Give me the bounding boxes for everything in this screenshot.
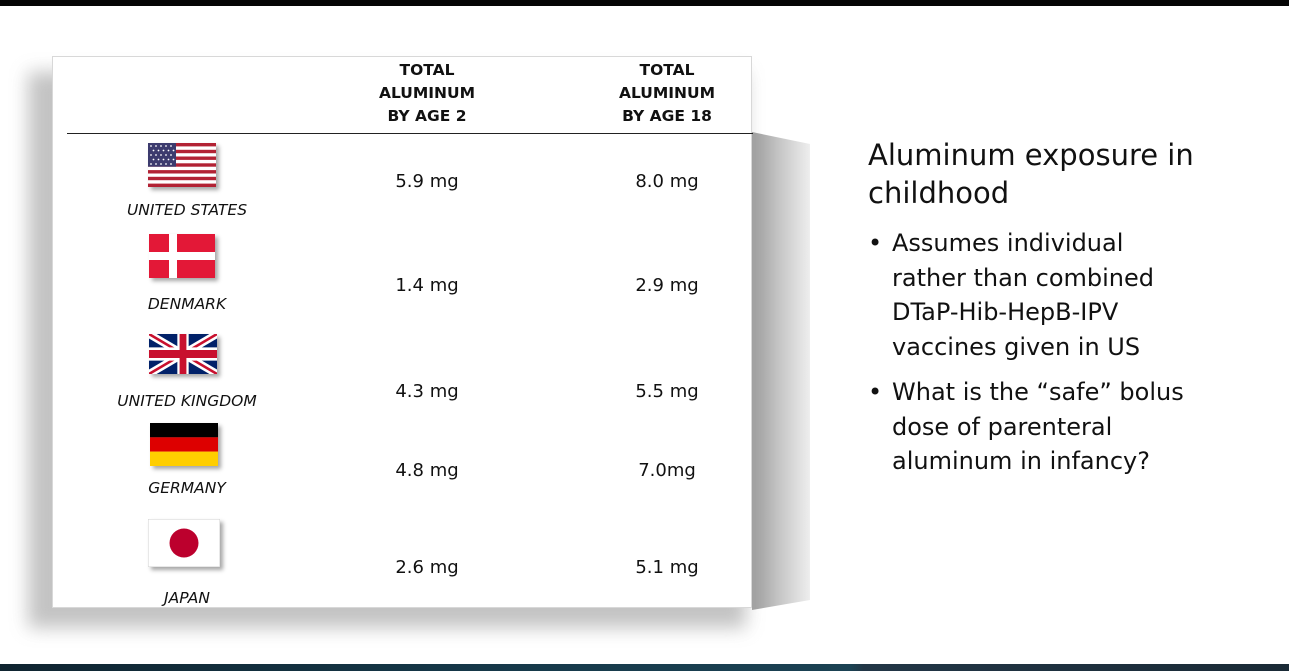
header-by-age-2: TOTAL ALUMINUM BY AGE 2: [378, 61, 476, 125]
header-by-age-18: TOTAL ALUMINUM BY AGE 18: [618, 61, 716, 125]
denmark-flag-icon: [149, 234, 215, 278]
bullet-text: What is the “safe” bolus dose of parenteral aluminum in infancy?: [892, 378, 1184, 475]
us-flag-icon: [148, 143, 216, 187]
value-by-age-18: 5.5 mg: [635, 381, 699, 402]
slide-title: Aluminum exposure in childhood: [868, 138, 1194, 210]
value-by-age-18: 8.0 mg: [635, 171, 699, 192]
value-by-age-2: 4.8 mg: [395, 460, 459, 481]
header-rule: [67, 133, 753, 134]
value-by-age-2: 2.6 mg: [395, 557, 459, 578]
value-by-age-2: 5.9 mg: [395, 171, 459, 192]
country-label: DENMARK: [147, 295, 227, 313]
germany-flag-icon: [150, 423, 218, 466]
bullet-list: [868, 226, 1198, 490]
bullet-item: [868, 375, 1198, 479]
value-by-age-18: 7.0mg: [638, 460, 696, 481]
uk-flag-icon: [149, 334, 217, 374]
value-by-age-18: 2.9 mg: [635, 275, 699, 296]
country-label: JAPAN: [164, 589, 210, 607]
country-label: GERMANY: [148, 479, 226, 497]
bullet-glyph: •: [868, 378, 883, 406]
country-label: UNITED STATES: [126, 201, 248, 219]
country-label: UNITED KINGDOM: [117, 392, 257, 410]
value-by-age-2: 4.3 mg: [395, 381, 459, 402]
value-by-age-18: 5.1 mg: [635, 557, 699, 578]
aluminum-table-card: [52, 56, 752, 608]
bottom-bar: [0, 664, 1289, 671]
card-extrusion: [752, 132, 810, 610]
bullet-text: Assumes individual rather than combined DTaP-Hib-HepB-IPV vaccines given in US: [892, 229, 1154, 361]
bullet-glyph: •: [868, 229, 883, 257]
top-bar: [0, 0, 1289, 6]
japan-flag-icon: [148, 519, 220, 567]
value-by-age-2: 1.4 mg: [395, 275, 459, 296]
bullet-item: [868, 226, 1198, 364]
